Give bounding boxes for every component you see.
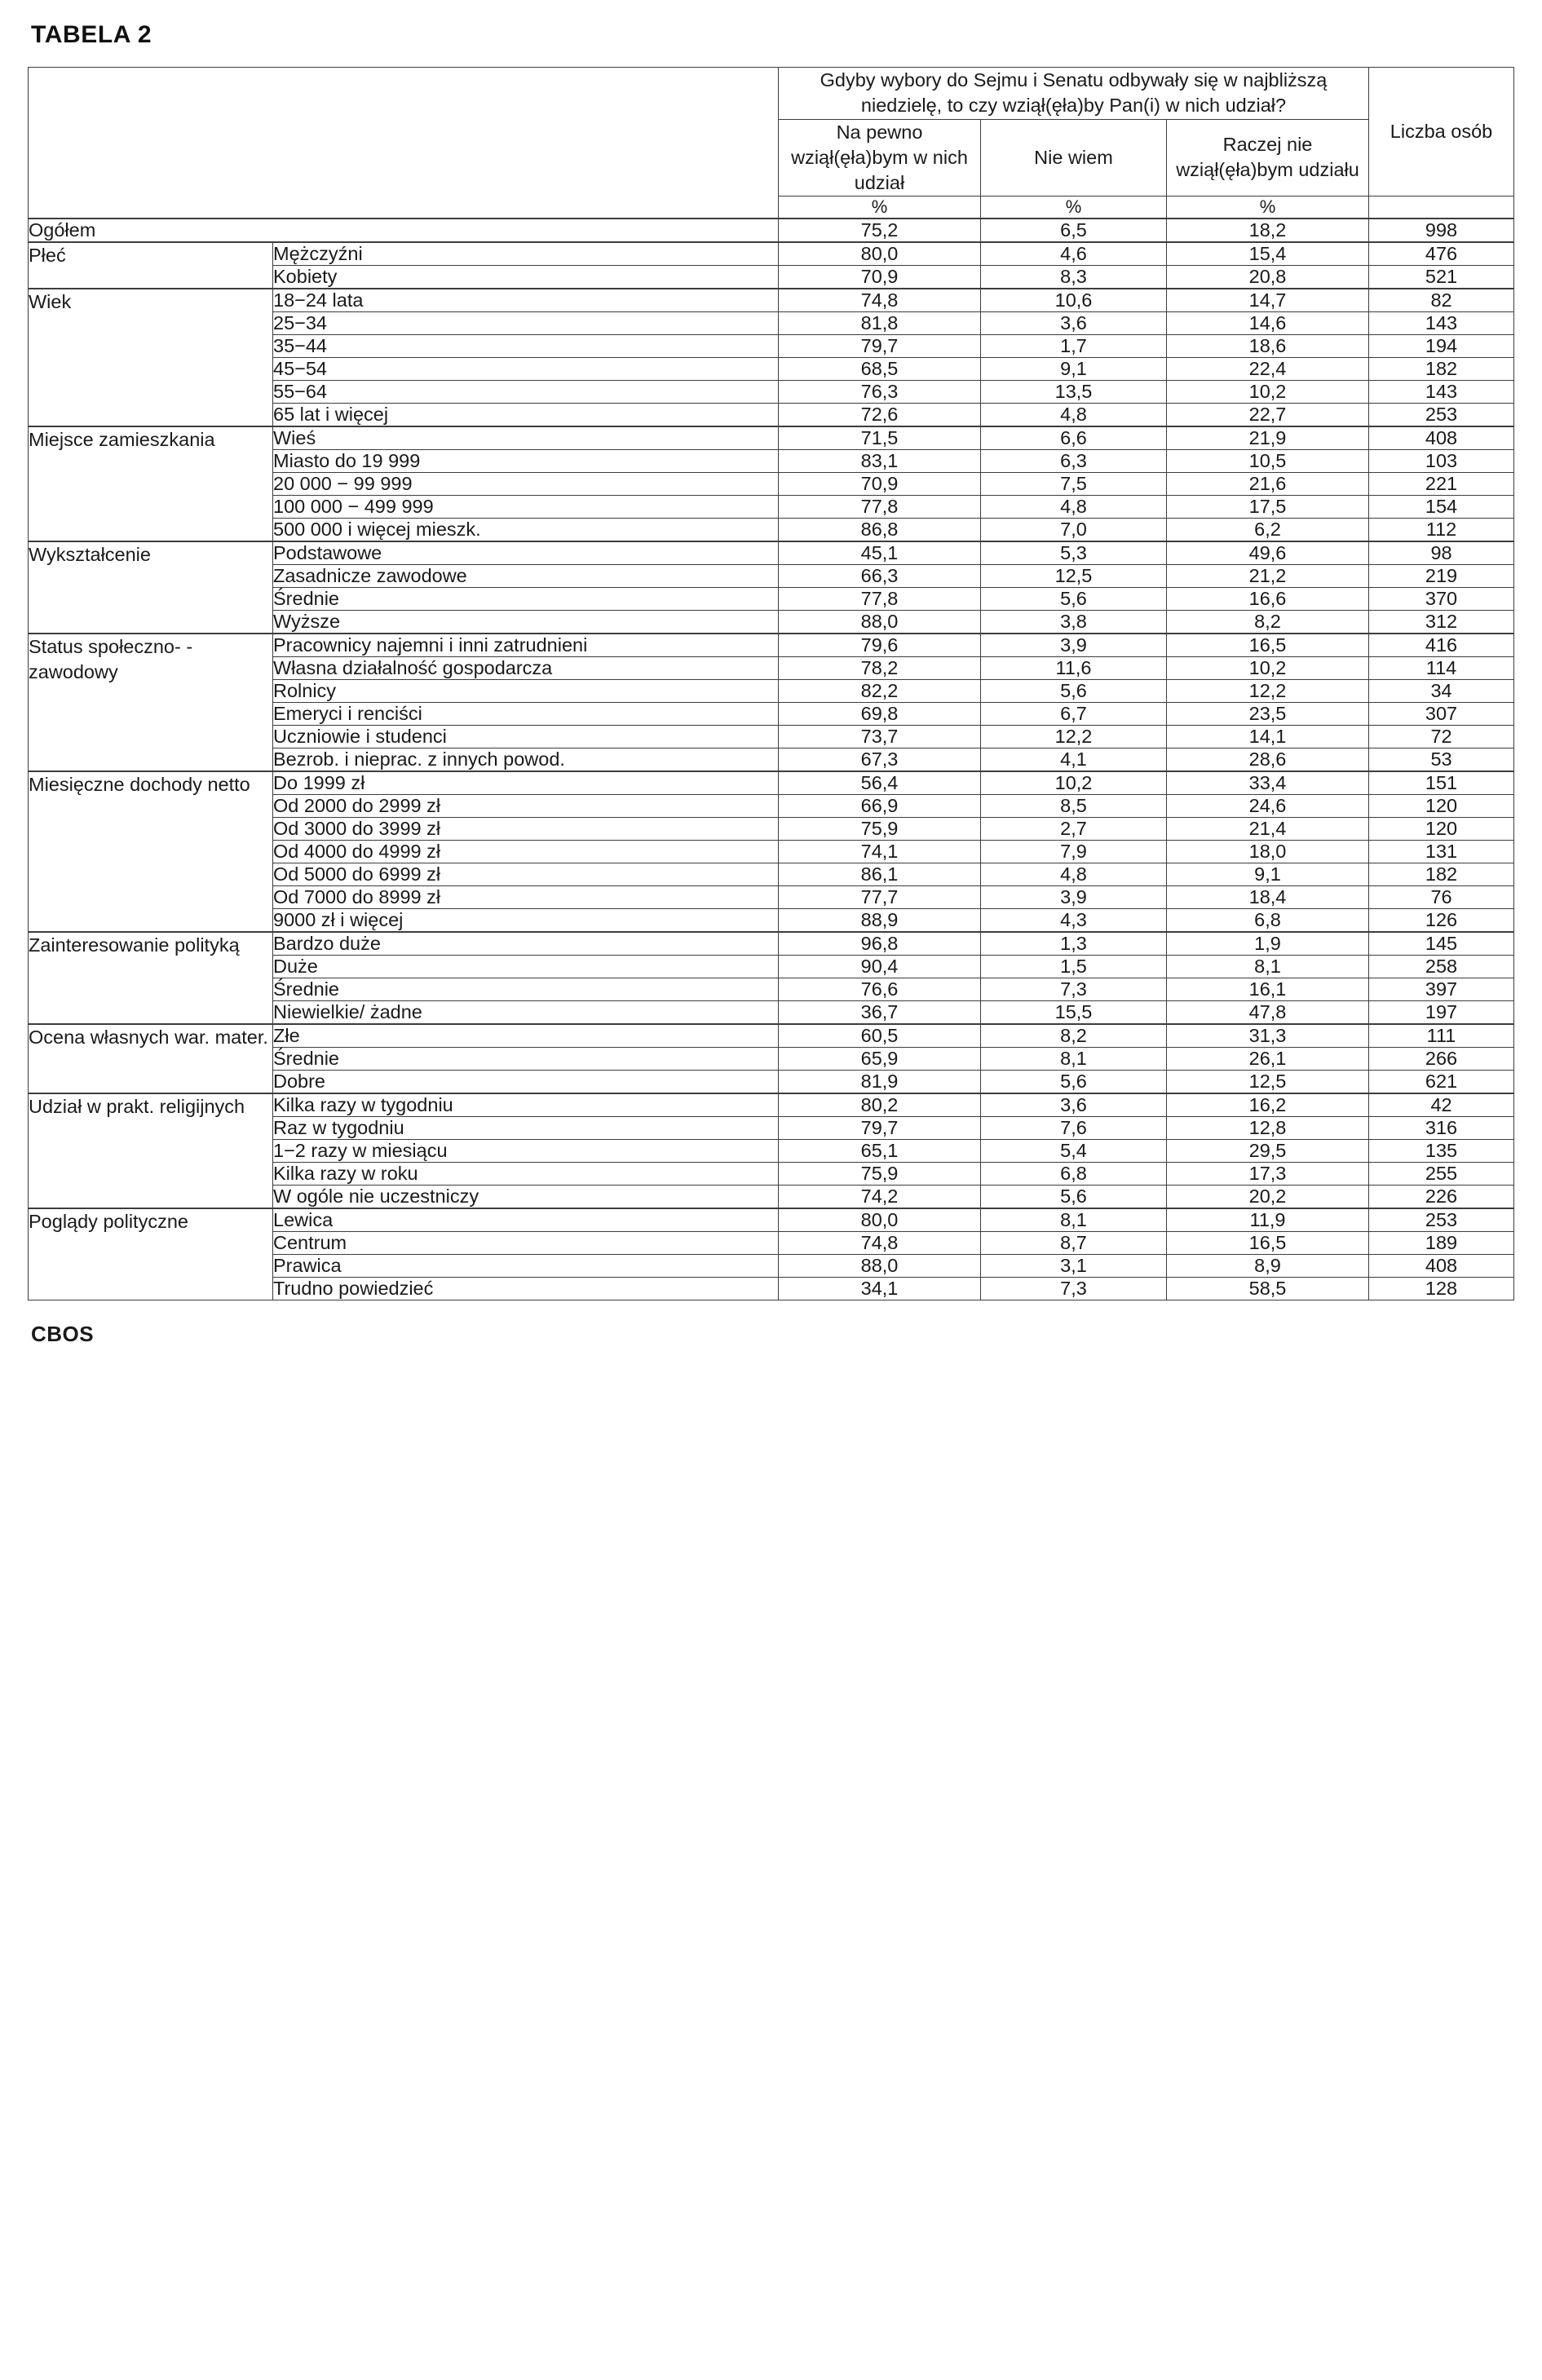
row-value-2: 7,3 bbox=[981, 978, 1167, 1001]
row-value-1: 81,9 bbox=[779, 1071, 981, 1094]
row-label: 55−64 bbox=[273, 381, 779, 404]
row-value-1: 77,8 bbox=[779, 496, 981, 519]
header-row-question bbox=[29, 68, 1514, 120]
table-row bbox=[29, 1024, 1514, 1048]
row-value-1: 77,8 bbox=[779, 588, 981, 611]
row-count: 103 bbox=[1369, 450, 1514, 473]
row-value-3: 20,8 bbox=[1167, 266, 1369, 289]
row-count: 408 bbox=[1369, 426, 1514, 450]
row-value-2: 13,5 bbox=[981, 381, 1167, 404]
header-unit-1: % bbox=[779, 196, 981, 219]
row-value-1: 66,9 bbox=[779, 795, 981, 818]
row-value-3: 14,6 bbox=[1167, 312, 1369, 335]
row-count: 143 bbox=[1369, 312, 1514, 335]
row-value-3: 14,7 bbox=[1167, 289, 1369, 312]
total-value-1: 75,2 bbox=[779, 219, 981, 242]
row-count: 98 bbox=[1369, 541, 1514, 565]
row-label: 35−44 bbox=[273, 335, 779, 358]
row-value-2: 3,6 bbox=[981, 1093, 1167, 1117]
row-label: Miasto do 19 999 bbox=[273, 450, 779, 473]
total-value-2: 6,5 bbox=[981, 219, 1167, 242]
row-count: 112 bbox=[1369, 519, 1514, 542]
row-value-1: 81,8 bbox=[779, 312, 981, 335]
row-label: Do 1999 zł bbox=[273, 771, 779, 795]
row-value-2: 7,6 bbox=[981, 1117, 1167, 1140]
row-label: 20 000 − 99 999 bbox=[273, 473, 779, 496]
row-count: 312 bbox=[1369, 611, 1514, 634]
total-value-3: 18,2 bbox=[1167, 219, 1369, 242]
row-count: 182 bbox=[1369, 863, 1514, 886]
row-count: 111 bbox=[1369, 1024, 1514, 1048]
page-title: TABELA 2 bbox=[31, 21, 152, 48]
header-count: Liczba osób bbox=[1369, 68, 1514, 196]
row-label: 18−24 lata bbox=[273, 289, 779, 312]
row-value-1: 79,7 bbox=[779, 335, 981, 358]
row-value-3: 16,6 bbox=[1167, 588, 1369, 611]
row-category-10: Poglądy polityczne bbox=[29, 1208, 273, 1300]
row-value-1: 76,3 bbox=[779, 381, 981, 404]
row-label: Podstawowe bbox=[273, 541, 779, 565]
row-count: 397 bbox=[1369, 978, 1514, 1001]
row-label: Bardzo duże bbox=[273, 932, 779, 956]
row-label: Od 3000 do 3999 zł bbox=[273, 818, 779, 841]
row-count: 189 bbox=[1369, 1232, 1514, 1255]
row-value-3: 26,1 bbox=[1167, 1048, 1369, 1071]
row-value-3: 21,6 bbox=[1167, 473, 1369, 496]
row-label: Wieś bbox=[273, 426, 779, 450]
row-count: 42 bbox=[1369, 1093, 1514, 1117]
row-value-2: 6,6 bbox=[981, 426, 1167, 450]
row-value-1: 65,9 bbox=[779, 1048, 981, 1071]
table-row bbox=[29, 1093, 1514, 1117]
row-label: Wyższe bbox=[273, 611, 779, 634]
row-label: Od 4000 do 4999 zł bbox=[273, 841, 779, 863]
row-value-3: 11,9 bbox=[1167, 1208, 1369, 1232]
table-row bbox=[29, 771, 1514, 795]
row-value-2: 4,1 bbox=[981, 748, 1167, 772]
row-count: 219 bbox=[1369, 565, 1514, 588]
row-value-2: 8,2 bbox=[981, 1024, 1167, 1048]
row-value-2: 1,7 bbox=[981, 335, 1167, 358]
row-value-3: 6,2 bbox=[1167, 519, 1369, 542]
row-value-3: 29,5 bbox=[1167, 1140, 1369, 1163]
row-value-3: 22,4 bbox=[1167, 358, 1369, 381]
row-count: 34 bbox=[1369, 680, 1514, 703]
row-value-2: 11,6 bbox=[981, 657, 1167, 680]
row-value-3: 12,2 bbox=[1167, 680, 1369, 703]
row-value-1: 72,6 bbox=[779, 404, 981, 427]
row-value-2: 1,3 bbox=[981, 932, 1167, 956]
table-row bbox=[29, 634, 1514, 657]
row-value-1: 70,9 bbox=[779, 473, 981, 496]
row-value-1: 69,8 bbox=[779, 703, 981, 726]
row-label: 1−2 razy w miesiącu bbox=[273, 1140, 779, 1163]
row-value-2: 5,4 bbox=[981, 1140, 1167, 1163]
row-value-3: 16,5 bbox=[1167, 1232, 1369, 1255]
row-category-4: Wykształcenie bbox=[29, 541, 273, 634]
row-count: 194 bbox=[1369, 335, 1514, 358]
row-value-1: 74,2 bbox=[779, 1186, 981, 1209]
row-category-7: Zainteresowanie polityką bbox=[29, 932, 273, 1024]
row-value-3: 22,7 bbox=[1167, 404, 1369, 427]
row-value-2: 15,5 bbox=[981, 1001, 1167, 1025]
row-value-2: 4,8 bbox=[981, 496, 1167, 519]
row-value-1: 86,8 bbox=[779, 519, 981, 542]
row-count: 151 bbox=[1369, 771, 1514, 795]
row-count: 226 bbox=[1369, 1186, 1514, 1209]
table-row bbox=[29, 289, 1514, 312]
row-value-2: 8,3 bbox=[981, 266, 1167, 289]
row-value-3: 16,2 bbox=[1167, 1093, 1369, 1117]
row-value-2: 4,6 bbox=[981, 242, 1167, 266]
row-label: Rolnicy bbox=[273, 680, 779, 703]
header-unit-3: % bbox=[1167, 196, 1369, 219]
row-value-2: 3,9 bbox=[981, 886, 1167, 909]
header-answer-3: Raczej nie wziął(ęła)bym udziału bbox=[1167, 119, 1369, 196]
row-value-2: 7,5 bbox=[981, 473, 1167, 496]
row-value-3: 10,5 bbox=[1167, 450, 1369, 473]
row-value-2: 5,3 bbox=[981, 541, 1167, 565]
row-category-6: Miesięczne dochody netto bbox=[29, 771, 273, 932]
header-answer-2: Nie wiem bbox=[981, 119, 1167, 196]
row-category-3: Miejsce zamieszkania bbox=[29, 426, 273, 541]
row-label: Dobre bbox=[273, 1071, 779, 1094]
row-count: 145 bbox=[1369, 932, 1514, 956]
row-label: Lewica bbox=[273, 1208, 779, 1232]
row-value-2: 6,7 bbox=[981, 703, 1167, 726]
row-label: Średnie bbox=[273, 978, 779, 1001]
row-label: Złe bbox=[273, 1024, 779, 1048]
row-label: Od 7000 do 8999 zł bbox=[273, 886, 779, 909]
row-label: 9000 zł i więcej bbox=[273, 909, 779, 933]
row-value-3: 58,5 bbox=[1167, 1278, 1369, 1300]
row-value-1: 71,5 bbox=[779, 426, 981, 450]
row-value-2: 3,8 bbox=[981, 611, 1167, 634]
row-value-2: 2,7 bbox=[981, 818, 1167, 841]
row-count: 154 bbox=[1369, 496, 1514, 519]
row-count: 258 bbox=[1369, 956, 1514, 978]
row-value-1: 56,4 bbox=[779, 771, 981, 795]
row-value-3: 18,0 bbox=[1167, 841, 1369, 863]
row-value-2: 7,3 bbox=[981, 1278, 1167, 1300]
row-value-3: 14,1 bbox=[1167, 726, 1369, 748]
row-count: 255 bbox=[1369, 1163, 1514, 1186]
row-value-3: 20,2 bbox=[1167, 1186, 1369, 1209]
row-value-1: 80,2 bbox=[779, 1093, 981, 1117]
row-value-3: 21,9 bbox=[1167, 426, 1369, 450]
row-label: 25−34 bbox=[273, 312, 779, 335]
row-value-3: 9,1 bbox=[1167, 863, 1369, 886]
table-body bbox=[29, 219, 1514, 1300]
row-label: 100 000 − 499 999 bbox=[273, 496, 779, 519]
row-label-total: Ogółem bbox=[29, 219, 779, 242]
row-value-1: 82,2 bbox=[779, 680, 981, 703]
header-unit-count bbox=[1369, 196, 1514, 219]
row-value-2: 8,1 bbox=[981, 1208, 1167, 1232]
row-value-2: 12,5 bbox=[981, 565, 1167, 588]
table-head bbox=[29, 68, 1514, 219]
row-value-1: 75,9 bbox=[779, 818, 981, 841]
row-value-3: 31,3 bbox=[1167, 1024, 1369, 1048]
row-value-3: 10,2 bbox=[1167, 381, 1369, 404]
row-value-2: 4,8 bbox=[981, 404, 1167, 427]
row-value-3: 24,6 bbox=[1167, 795, 1369, 818]
row-value-1: 96,8 bbox=[779, 932, 981, 956]
row-count: 135 bbox=[1369, 1140, 1514, 1163]
row-value-1: 78,2 bbox=[779, 657, 981, 680]
row-value-2: 3,9 bbox=[981, 634, 1167, 657]
table-row bbox=[29, 426, 1514, 450]
row-label: Niewielkie/ żadne bbox=[273, 1001, 779, 1025]
row-value-1: 36,7 bbox=[779, 1001, 981, 1025]
row-value-3: 49,6 bbox=[1167, 541, 1369, 565]
row-count: 416 bbox=[1369, 634, 1514, 657]
row-value-3: 1,9 bbox=[1167, 932, 1369, 956]
header-answer-1: Na pewno wziął(ęła)bym w nich udział bbox=[779, 119, 981, 196]
row-label: Emeryci i renciści bbox=[273, 703, 779, 726]
row-value-3: 12,8 bbox=[1167, 1117, 1369, 1140]
row-label: Bezrob. i nieprac. z innych powod. bbox=[273, 748, 779, 772]
row-value-2: 8,1 bbox=[981, 1048, 1167, 1071]
row-label: Mężczyźni bbox=[273, 242, 779, 266]
row-value-1: 70,9 bbox=[779, 266, 981, 289]
row-count: 143 bbox=[1369, 381, 1514, 404]
row-value-2: 5,6 bbox=[981, 1071, 1167, 1094]
row-value-3: 17,5 bbox=[1167, 496, 1369, 519]
row-count: 266 bbox=[1369, 1048, 1514, 1071]
row-value-1: 76,6 bbox=[779, 978, 981, 1001]
row-value-1: 88,0 bbox=[779, 611, 981, 634]
row-value-1: 75,9 bbox=[779, 1163, 981, 1186]
row-value-1: 90,4 bbox=[779, 956, 981, 978]
row-value-1: 79,6 bbox=[779, 634, 981, 657]
row-value-2: 1,5 bbox=[981, 956, 1167, 978]
row-count: 521 bbox=[1369, 266, 1514, 289]
row-label: 45−54 bbox=[273, 358, 779, 381]
row-value-3: 6,8 bbox=[1167, 909, 1369, 933]
row-label: Uczniowie i studenci bbox=[273, 726, 779, 748]
row-value-1: 34,1 bbox=[779, 1278, 981, 1300]
row-label: Raz w tygodniu bbox=[273, 1117, 779, 1140]
row-count: 307 bbox=[1369, 703, 1514, 726]
row-value-1: 65,1 bbox=[779, 1140, 981, 1163]
row-count: 82 bbox=[1369, 289, 1514, 312]
row-count: 128 bbox=[1369, 1278, 1514, 1300]
survey-table bbox=[28, 67, 1514, 1300]
row-value-3: 8,9 bbox=[1167, 1255, 1369, 1278]
row-value-1: 74,8 bbox=[779, 289, 981, 312]
row-value-2: 3,6 bbox=[981, 312, 1167, 335]
row-value-1: 73,7 bbox=[779, 726, 981, 748]
row-label: 500 000 i więcej mieszk. bbox=[273, 519, 779, 542]
row-count: 253 bbox=[1369, 404, 1514, 427]
row-value-1: 83,1 bbox=[779, 450, 981, 473]
row-value-3: 15,4 bbox=[1167, 242, 1369, 266]
row-label: Od 2000 do 2999 zł bbox=[273, 795, 779, 818]
row-label: 65 lat i więcej bbox=[273, 404, 779, 427]
row-count: 621 bbox=[1369, 1071, 1514, 1094]
row-count: 197 bbox=[1369, 1001, 1514, 1025]
row-label: Kilka razy w roku bbox=[273, 1163, 779, 1186]
header-unit-2: % bbox=[981, 196, 1167, 219]
row-label: Kobiety bbox=[273, 266, 779, 289]
row-count: 253 bbox=[1369, 1208, 1514, 1232]
row-value-3: 28,6 bbox=[1167, 748, 1369, 772]
row-category-2: Wiek bbox=[29, 289, 273, 426]
table-row bbox=[29, 541, 1514, 565]
row-value-2: 8,5 bbox=[981, 795, 1167, 818]
row-count: 221 bbox=[1369, 473, 1514, 496]
row-value-3: 12,5 bbox=[1167, 1071, 1369, 1094]
row-value-1: 74,1 bbox=[779, 841, 981, 863]
row-label: Kilka razy w tygodniu bbox=[273, 1093, 779, 1117]
row-value-1: 80,0 bbox=[779, 1208, 981, 1232]
table-row-total bbox=[29, 219, 1514, 242]
row-value-1: 68,5 bbox=[779, 358, 981, 381]
row-count: 72 bbox=[1369, 726, 1514, 748]
row-value-1: 88,9 bbox=[779, 909, 981, 933]
row-label: Duże bbox=[273, 956, 779, 978]
row-value-2: 5,6 bbox=[981, 588, 1167, 611]
row-value-3: 23,5 bbox=[1167, 703, 1369, 726]
row-category-8: Ocena własnych war. mater. bbox=[29, 1024, 273, 1093]
row-value-3: 21,2 bbox=[1167, 565, 1369, 588]
row-value-1: 66,3 bbox=[779, 565, 981, 588]
row-value-3: 17,3 bbox=[1167, 1163, 1369, 1186]
row-value-1: 45,1 bbox=[779, 541, 981, 565]
row-count: 408 bbox=[1369, 1255, 1514, 1278]
row-value-1: 77,7 bbox=[779, 886, 981, 909]
row-label: Średnie bbox=[273, 1048, 779, 1071]
row-category-9: Udział w prakt. religijnych bbox=[29, 1093, 273, 1208]
row-value-2: 3,1 bbox=[981, 1255, 1167, 1278]
row-count: 370 bbox=[1369, 588, 1514, 611]
row-count: 131 bbox=[1369, 841, 1514, 863]
row-category-1: Płeć bbox=[29, 242, 273, 289]
row-value-2: 6,3 bbox=[981, 450, 1167, 473]
row-value-2: 9,1 bbox=[981, 358, 1167, 381]
row-value-3: 16,5 bbox=[1167, 634, 1369, 657]
footer-cbos: CBOS bbox=[31, 1322, 95, 1347]
row-count: 476 bbox=[1369, 242, 1514, 266]
row-value-1: 88,0 bbox=[779, 1255, 981, 1278]
row-label: Trudno powiedzieć bbox=[273, 1278, 779, 1300]
row-count: 120 bbox=[1369, 795, 1514, 818]
row-value-3: 8,2 bbox=[1167, 611, 1369, 634]
row-label: Centrum bbox=[273, 1232, 779, 1255]
row-value-3: 47,8 bbox=[1167, 1001, 1369, 1025]
row-value-1: 74,8 bbox=[779, 1232, 981, 1255]
row-value-1: 80,0 bbox=[779, 242, 981, 266]
table-row bbox=[29, 1208, 1514, 1232]
row-count: 182 bbox=[1369, 358, 1514, 381]
row-value-2: 7,0 bbox=[981, 519, 1167, 542]
row-label: Pracownicy najemni i inni zatrudnieni bbox=[273, 634, 779, 657]
total-count: 998 bbox=[1369, 219, 1514, 242]
header-blank-corner bbox=[29, 68, 779, 219]
row-label: Średnie bbox=[273, 588, 779, 611]
row-value-3: 33,4 bbox=[1167, 771, 1369, 795]
table-row bbox=[29, 932, 1514, 956]
row-value-2: 4,8 bbox=[981, 863, 1167, 886]
row-value-2: 10,2 bbox=[981, 771, 1167, 795]
header-question: Gdyby wybory do Sejmu i Senatu odbywały się w najbliższą niedzielę, to czy wziął(ęła)by Pan(i) w nich udział? bbox=[779, 68, 1369, 120]
row-count: 126 bbox=[1369, 909, 1514, 933]
row-label: Własna działalność gospodarcza bbox=[273, 657, 779, 680]
row-value-1: 79,7 bbox=[779, 1117, 981, 1140]
row-label: Prawica bbox=[273, 1255, 779, 1278]
row-value-3: 21,4 bbox=[1167, 818, 1369, 841]
row-value-3: 8,1 bbox=[1167, 956, 1369, 978]
row-category-5: Status społeczno- -zawodowy bbox=[29, 634, 273, 771]
row-value-3: 18,6 bbox=[1167, 335, 1369, 358]
row-value-3: 16,1 bbox=[1167, 978, 1369, 1001]
row-value-2: 4,3 bbox=[981, 909, 1167, 933]
row-count: 316 bbox=[1369, 1117, 1514, 1140]
row-count: 120 bbox=[1369, 818, 1514, 841]
row-value-2: 8,7 bbox=[981, 1232, 1167, 1255]
row-label: Od 5000 do 6999 zł bbox=[273, 863, 779, 886]
row-count: 114 bbox=[1369, 657, 1514, 680]
row-label: Zasadnicze zawodowe bbox=[273, 565, 779, 588]
table-row bbox=[29, 242, 1514, 266]
row-count: 76 bbox=[1369, 886, 1514, 909]
row-count: 53 bbox=[1369, 748, 1514, 772]
row-label: W ogóle nie uczestniczy bbox=[273, 1186, 779, 1209]
row-value-3: 10,2 bbox=[1167, 657, 1369, 680]
row-value-2: 6,8 bbox=[981, 1163, 1167, 1186]
row-value-1: 86,1 bbox=[779, 863, 981, 886]
row-value-2: 10,6 bbox=[981, 289, 1167, 312]
row-value-3: 18,4 bbox=[1167, 886, 1369, 909]
row-value-2: 12,2 bbox=[981, 726, 1167, 748]
row-value-1: 67,3 bbox=[779, 748, 981, 772]
row-value-1: 60,5 bbox=[779, 1024, 981, 1048]
row-value-2: 5,6 bbox=[981, 1186, 1167, 1209]
row-value-2: 5,6 bbox=[981, 680, 1167, 703]
row-value-2: 7,9 bbox=[981, 841, 1167, 863]
